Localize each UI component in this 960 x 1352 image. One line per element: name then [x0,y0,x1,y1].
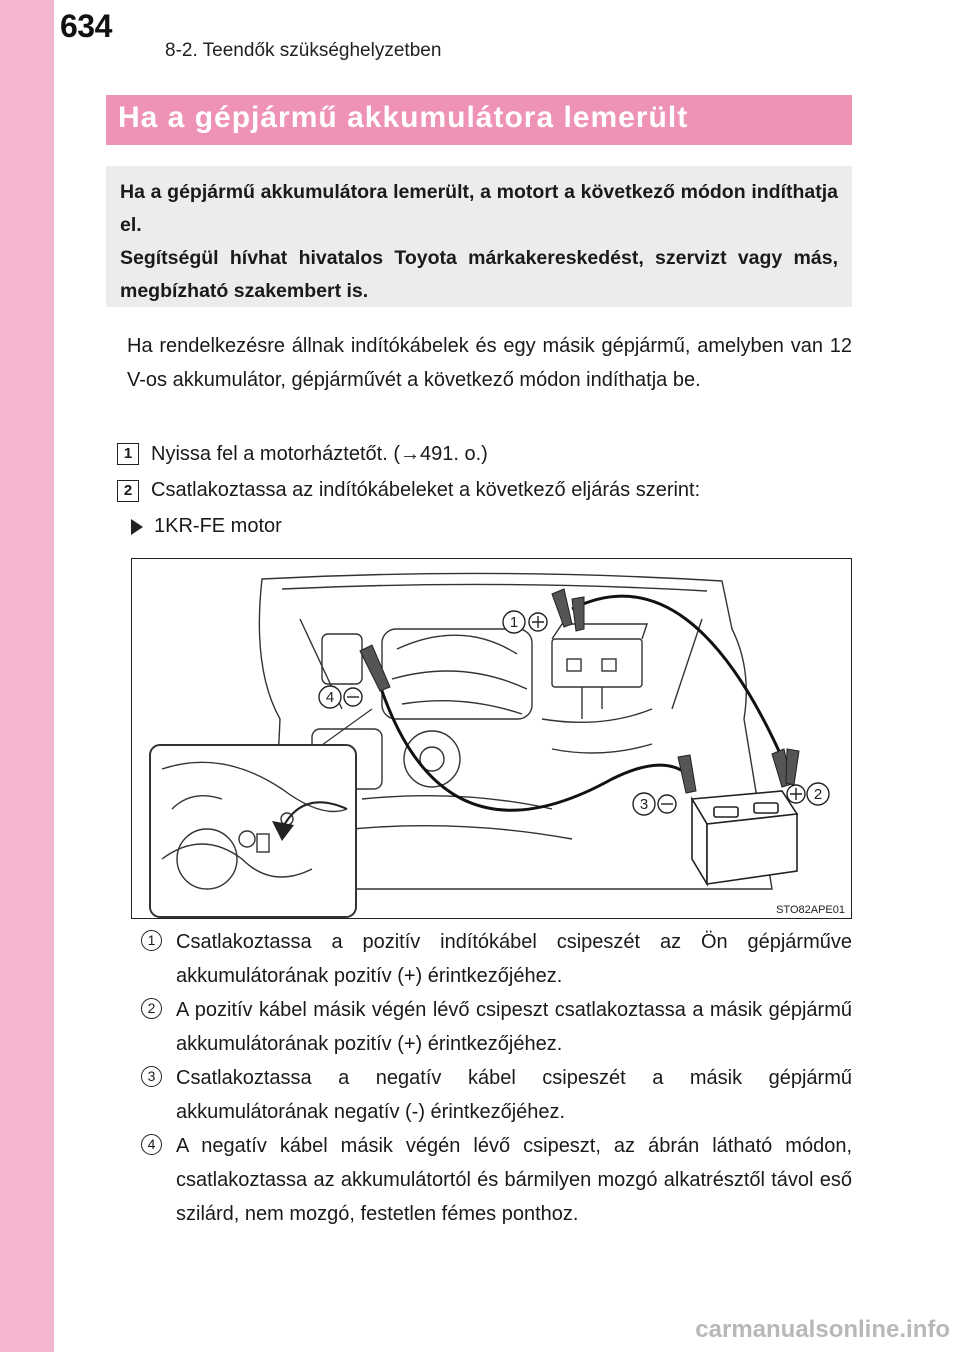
bullet-text: 1KR-FE motor [154,515,282,537]
sidebar-tab [0,0,54,1352]
heading-bar [106,95,852,145]
callout-label: 1 [509,614,519,631]
jump-start-diagram [131,558,852,919]
watermark: carmanualsonline.info [695,1316,950,1343]
substep-text: Csatlakoztassa a pozitív indítókábel csipeszét az Ön gépjárműve akkumulátorának pozitív (+) érintkezőjéhez. [176,931,852,987]
step-number-badge: 2 [117,480,139,502]
section-title: 8-2. Teendők szükséghelyzetben [165,40,442,61]
substep-text: A negatív kábel másik végén lévő csipeszt, az ábrán látható módon, csatlakoztassa az akkumulátortól és bármilyen mozgó alkatrésztől távol eső szilárd, nem mozgó, festetlen fémes ponthoz. [176,1135,852,1225]
step-text: Csatlakoztassa az indítókábeleket a következő eljárás szerint: [151,479,701,501]
substep-text: Csatlakoztassa a negatív kábel csipeszét a másik gépjármű akkumulátorának negatív (-) érintkezőjéhez. [176,1067,852,1123]
substep-number: 3 [141,1066,162,1087]
callout-label: 2 [813,786,823,803]
intro-box [106,166,852,307]
intro-line-1: Ha a gépjármű akkumulátora lemerült, a motort a következő módon indíthatja el. [120,181,838,236]
step-number-badge: 1 [117,443,139,465]
substep-number: 4 [141,1134,162,1155]
callout-label: 3 [639,796,649,813]
engine-bay-illustration [132,559,852,919]
bullet-arrow-icon [131,519,143,535]
figure-id: STO82APE01 [776,904,845,916]
step-text: Nyissa fel a motorháztetőt. (→491. o.) [151,443,488,465]
substep-text: A pozitív kábel másik végén lévő csipeszt csatlakoztassa a másik gépjármű akkumulátorának pozitív (+) érintkezőjéhez. [176,999,852,1055]
substep-number: 1 [141,930,162,951]
page-number: 634 [60,8,112,44]
intro-line-2: Segítségül hívhat hivatalos Toyota márkakereskedést, szervizt vagy más, megbízható szakembert is. [120,247,838,302]
callout-label: 4 [325,689,335,706]
substep-number: 2 [141,998,162,1019]
body-paragraph: Ha rendelkezésre állnak indítókábelek és egy másik gépjármű, amelyben van 12 V-os akkumulátor, gépjárművét a következő módon indíthatja be. [127,335,852,391]
page-heading: Ha a gépjármű akkumulátora lemerült [118,101,689,134]
